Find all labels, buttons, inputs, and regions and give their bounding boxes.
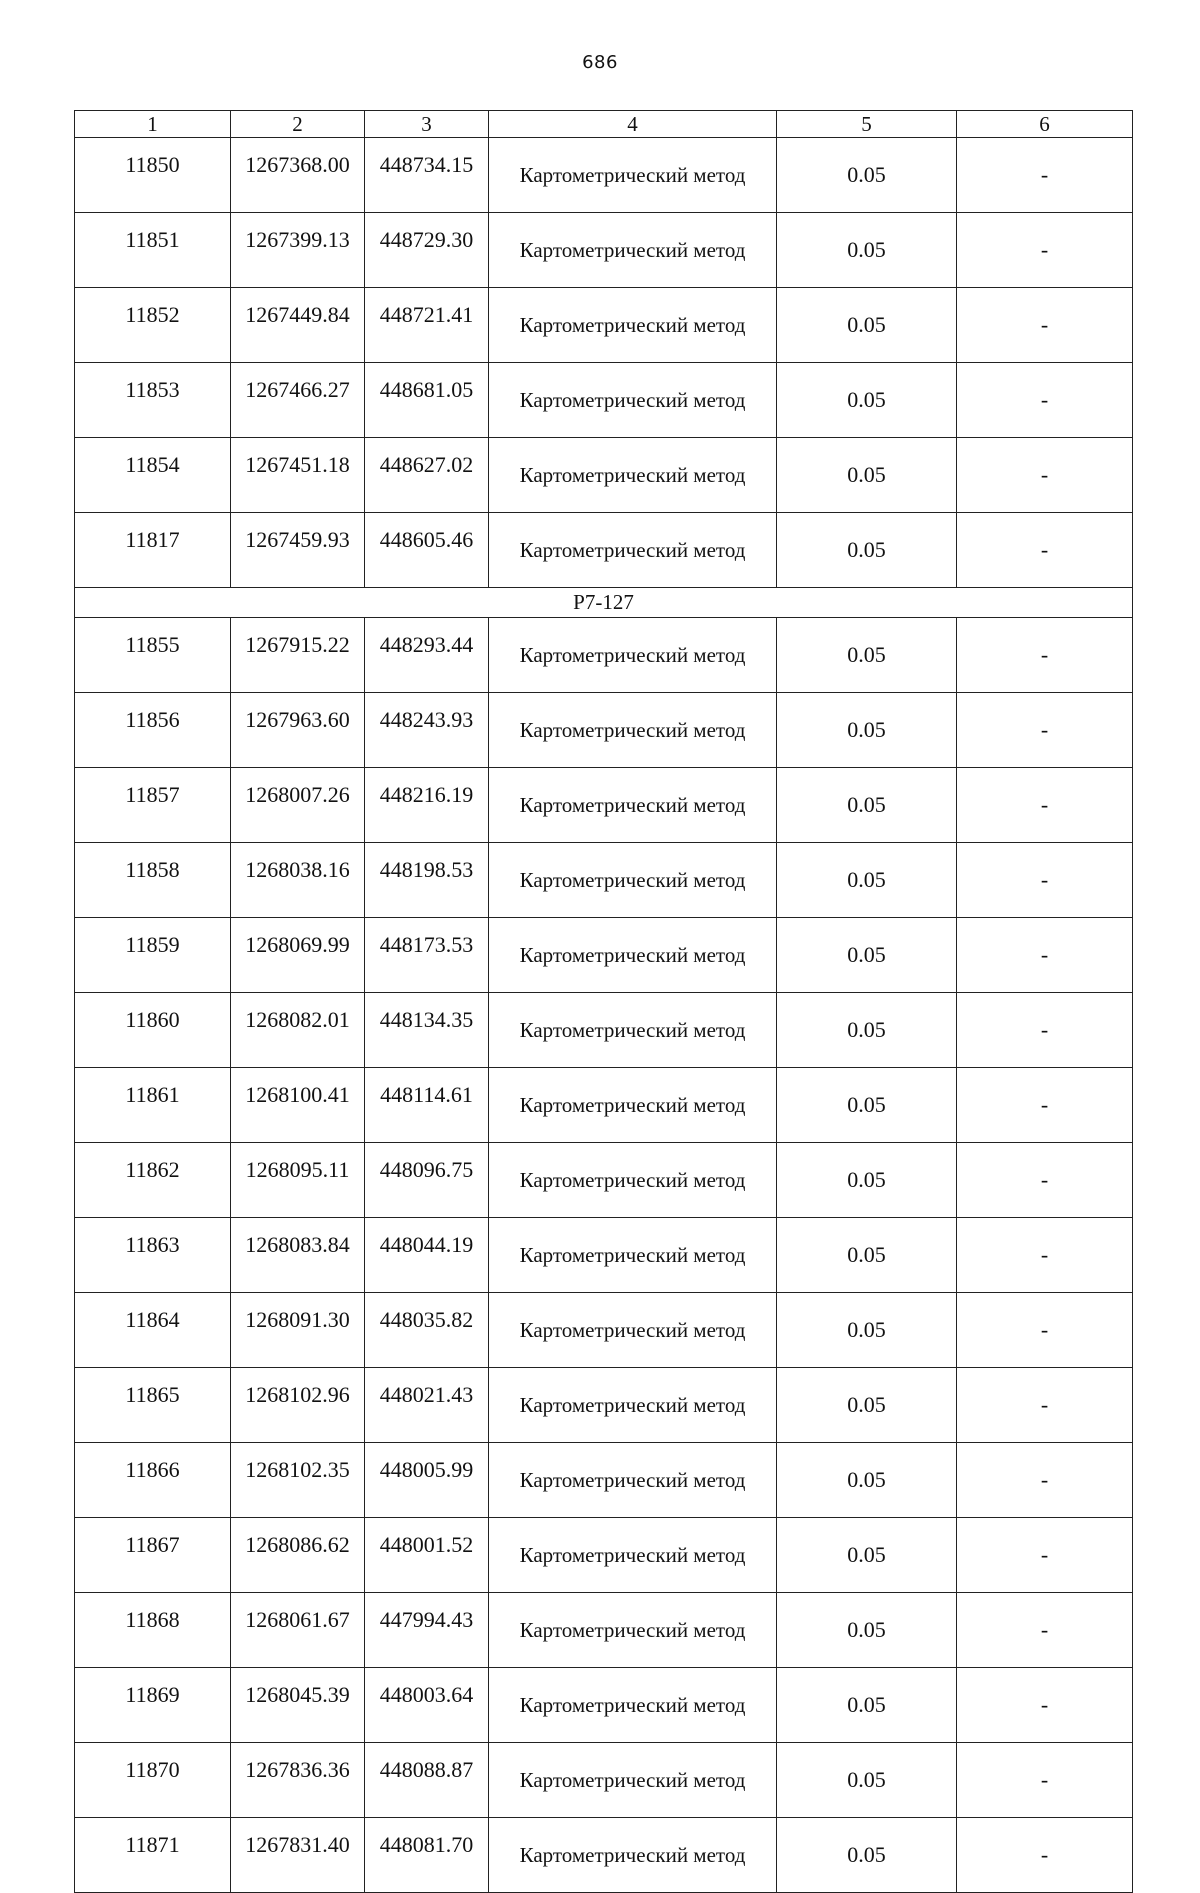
description-cell: - xyxy=(957,993,1133,1068)
table-row xyxy=(75,1518,1133,1593)
accuracy-cell: 0.05 xyxy=(777,438,957,513)
x-coordinate-cell: 1267368.00 xyxy=(231,138,365,213)
description-cell: - xyxy=(957,1143,1133,1218)
x-coordinate-cell: 1267915.22 xyxy=(231,618,365,693)
method-cell: Картометрический метод xyxy=(489,213,777,288)
point-id-cell: 11870 xyxy=(75,1743,231,1818)
x-coordinate-cell: 1268045.39 xyxy=(231,1668,365,1743)
accuracy-cell: 0.05 xyxy=(777,1143,957,1218)
description-cell: - xyxy=(957,1443,1133,1518)
accuracy-cell: 0.05 xyxy=(777,363,957,438)
table-row xyxy=(75,918,1133,993)
table-row xyxy=(75,1668,1133,1743)
method-cell: Картометрический метод xyxy=(489,363,777,438)
accuracy-cell: 0.05 xyxy=(777,618,957,693)
y-coordinate-cell: 448681.05 xyxy=(365,363,489,438)
point-id-cell: 11850 xyxy=(75,138,231,213)
x-coordinate-cell: 1268038.16 xyxy=(231,843,365,918)
x-coordinate-cell: 1268082.01 xyxy=(231,993,365,1068)
table-row xyxy=(75,768,1133,843)
accuracy-cell: 0.05 xyxy=(777,1743,957,1818)
y-coordinate-cell: 448134.35 xyxy=(365,993,489,1068)
point-id-cell: 11860 xyxy=(75,993,231,1068)
accuracy-cell: 0.05 xyxy=(777,1443,957,1518)
description-cell: - xyxy=(957,618,1133,693)
x-coordinate-cell: 1267459.93 xyxy=(231,513,365,588)
description-cell: - xyxy=(957,1293,1133,1368)
table-row xyxy=(75,693,1133,768)
y-coordinate-cell: 448243.93 xyxy=(365,693,489,768)
y-coordinate-cell: 447994.43 xyxy=(365,1593,489,1668)
method-cell: Картометрический метод xyxy=(489,288,777,363)
x-coordinate-cell: 1267831.40 xyxy=(231,1818,365,1893)
y-coordinate-cell: 448081.70 xyxy=(365,1818,489,1893)
method-cell: Картометрический метод xyxy=(489,1593,777,1668)
description-cell: - xyxy=(957,1593,1133,1668)
y-coordinate-cell: 448088.87 xyxy=(365,1743,489,1818)
point-id-cell: 11857 xyxy=(75,768,231,843)
description-cell: - xyxy=(957,1743,1133,1818)
x-coordinate-cell: 1267963.60 xyxy=(231,693,365,768)
accuracy-cell: 0.05 xyxy=(777,1668,957,1743)
y-coordinate-cell: 448734.15 xyxy=(365,138,489,213)
table-row xyxy=(75,1068,1133,1143)
description-cell: - xyxy=(957,1368,1133,1443)
description-cell: - xyxy=(957,138,1133,213)
method-cell: Картометрический метод xyxy=(489,1068,777,1143)
table-body xyxy=(75,138,1133,1893)
description-cell: - xyxy=(957,1818,1133,1893)
method-cell: Картометрический метод xyxy=(489,1218,777,1293)
point-id-cell: 11855 xyxy=(75,618,231,693)
y-coordinate-cell: 448096.75 xyxy=(365,1143,489,1218)
point-id-cell: 11856 xyxy=(75,693,231,768)
accuracy-cell: 0.05 xyxy=(777,1218,957,1293)
method-cell: Картометрический метод xyxy=(489,513,777,588)
method-cell: Картометрический метод xyxy=(489,1293,777,1368)
method-cell: Картометрический метод xyxy=(489,1668,777,1743)
method-cell: Картометрический метод xyxy=(489,618,777,693)
description-cell: - xyxy=(957,768,1133,843)
table-row xyxy=(75,1593,1133,1668)
method-cell: Картометрический метод xyxy=(489,843,777,918)
x-coordinate-cell: 1268086.62 xyxy=(231,1518,365,1593)
table-row xyxy=(75,618,1133,693)
description-cell: - xyxy=(957,213,1133,288)
y-coordinate-cell: 448216.19 xyxy=(365,768,489,843)
point-id-cell: 11852 xyxy=(75,288,231,363)
method-cell: Картометрический метод xyxy=(489,1743,777,1818)
table-row xyxy=(75,1743,1133,1818)
column-header: 1 xyxy=(75,111,231,138)
accuracy-cell: 0.05 xyxy=(777,1518,957,1593)
y-coordinate-cell: 448003.64 xyxy=(365,1668,489,1743)
accuracy-cell: 0.05 xyxy=(777,1368,957,1443)
accuracy-cell: 0.05 xyxy=(777,918,957,993)
description-cell: - xyxy=(957,363,1133,438)
x-coordinate-cell: 1268100.41 xyxy=(231,1068,365,1143)
point-id-cell: 11864 xyxy=(75,1293,231,1368)
method-cell: Картометрический метод xyxy=(489,1368,777,1443)
column-header: 2 xyxy=(231,111,365,138)
accuracy-cell: 0.05 xyxy=(777,288,957,363)
description-cell: - xyxy=(957,1068,1133,1143)
description-cell: - xyxy=(957,438,1133,513)
y-coordinate-cell: 448173.53 xyxy=(365,918,489,993)
method-cell: Картометрический метод xyxy=(489,768,777,843)
x-coordinate-cell: 1268007.26 xyxy=(231,768,365,843)
x-coordinate-cell: 1268061.67 xyxy=(231,1593,365,1668)
x-coordinate-cell: 1268102.96 xyxy=(231,1368,365,1443)
x-coordinate-cell: 1268095.11 xyxy=(231,1143,365,1218)
table-row xyxy=(75,363,1133,438)
method-cell: Картометрический метод xyxy=(489,1518,777,1593)
table-row xyxy=(75,288,1133,363)
description-cell: - xyxy=(957,288,1133,363)
method-cell: Картометрический метод xyxy=(489,693,777,768)
x-coordinate-cell: 1267836.36 xyxy=(231,1743,365,1818)
column-header: 3 xyxy=(365,111,489,138)
point-id-cell: 11862 xyxy=(75,1143,231,1218)
accuracy-cell: 0.05 xyxy=(777,1293,957,1368)
point-id-cell: 11861 xyxy=(75,1068,231,1143)
point-id-cell: 11868 xyxy=(75,1593,231,1668)
table-row xyxy=(75,1143,1133,1218)
y-coordinate-cell: 448198.53 xyxy=(365,843,489,918)
y-coordinate-cell: 448293.44 xyxy=(365,618,489,693)
point-id-cell: 11867 xyxy=(75,1518,231,1593)
accuracy-cell: 0.05 xyxy=(777,843,957,918)
x-coordinate-cell: 1268091.30 xyxy=(231,1293,365,1368)
y-coordinate-cell: 448021.43 xyxy=(365,1368,489,1443)
y-coordinate-cell: 448729.30 xyxy=(365,213,489,288)
table-row xyxy=(75,513,1133,588)
x-coordinate-cell: 1268102.35 xyxy=(231,1443,365,1518)
accuracy-cell: 0.05 xyxy=(777,513,957,588)
accuracy-cell: 0.05 xyxy=(777,768,957,843)
x-coordinate-cell: 1267466.27 xyxy=(231,363,365,438)
method-cell: Картометрический метод xyxy=(489,993,777,1068)
y-coordinate-cell: 448721.41 xyxy=(365,288,489,363)
point-id-cell: 11817 xyxy=(75,513,231,588)
table-row xyxy=(75,1443,1133,1518)
table-row xyxy=(75,1218,1133,1293)
coordinates-table xyxy=(74,110,1133,1893)
method-cell: Картометрический метод xyxy=(489,1443,777,1518)
column-header: 6 xyxy=(957,111,1133,138)
x-coordinate-cell: 1268083.84 xyxy=(231,1218,365,1293)
description-cell: - xyxy=(957,918,1133,993)
point-id-cell: 11851 xyxy=(75,213,231,288)
accuracy-cell: 0.05 xyxy=(777,993,957,1068)
method-cell: Картометрический метод xyxy=(489,438,777,513)
table-row xyxy=(75,1293,1133,1368)
point-id-cell: 11865 xyxy=(75,1368,231,1443)
y-coordinate-cell: 448035.82 xyxy=(365,1293,489,1368)
description-cell: - xyxy=(957,843,1133,918)
y-coordinate-cell: 448005.99 xyxy=(365,1443,489,1518)
table-row xyxy=(75,1818,1133,1893)
y-coordinate-cell: 448605.46 xyxy=(365,513,489,588)
accuracy-cell: 0.05 xyxy=(777,138,957,213)
table-row xyxy=(75,993,1133,1068)
table-header-row xyxy=(75,111,1133,138)
section-label: P7-127 xyxy=(75,588,1133,618)
table-row xyxy=(75,1368,1133,1443)
x-coordinate-cell: 1268069.99 xyxy=(231,918,365,993)
section-row xyxy=(75,588,1133,618)
x-coordinate-cell: 1267399.13 xyxy=(231,213,365,288)
point-id-cell: 11866 xyxy=(75,1443,231,1518)
description-cell: - xyxy=(957,1518,1133,1593)
y-coordinate-cell: 448044.19 xyxy=(365,1218,489,1293)
method-cell: Картометрический метод xyxy=(489,138,777,213)
x-coordinate-cell: 1267451.18 xyxy=(231,438,365,513)
point-id-cell: 11859 xyxy=(75,918,231,993)
column-header: 4 xyxy=(489,111,777,138)
table-row xyxy=(75,438,1133,513)
accuracy-cell: 0.05 xyxy=(777,693,957,768)
column-header: 5 xyxy=(777,111,957,138)
point-id-cell: 11869 xyxy=(75,1668,231,1743)
y-coordinate-cell: 448114.61 xyxy=(365,1068,489,1143)
accuracy-cell: 0.05 xyxy=(777,1818,957,1893)
method-cell: Картометрический метод xyxy=(489,1818,777,1893)
description-cell: - xyxy=(957,1218,1133,1293)
y-coordinate-cell: 448001.52 xyxy=(365,1518,489,1593)
y-coordinate-cell: 448627.02 xyxy=(365,438,489,513)
point-id-cell: 11858 xyxy=(75,843,231,918)
point-id-cell: 11853 xyxy=(75,363,231,438)
accuracy-cell: 0.05 xyxy=(777,1068,957,1143)
accuracy-cell: 0.05 xyxy=(777,1593,957,1668)
page-number: 686 xyxy=(582,52,618,73)
table-row xyxy=(75,213,1133,288)
point-id-cell: 11871 xyxy=(75,1818,231,1893)
method-cell: Картометрический метод xyxy=(489,918,777,993)
x-coordinate-cell: 1267449.84 xyxy=(231,288,365,363)
description-cell: - xyxy=(957,693,1133,768)
accuracy-cell: 0.05 xyxy=(777,213,957,288)
point-id-cell: 11863 xyxy=(75,1218,231,1293)
description-cell: - xyxy=(957,1668,1133,1743)
table-row xyxy=(75,843,1133,918)
point-id-cell: 11854 xyxy=(75,438,231,513)
table-row xyxy=(75,138,1133,213)
method-cell: Картометрический метод xyxy=(489,1143,777,1218)
description-cell: - xyxy=(957,513,1133,588)
